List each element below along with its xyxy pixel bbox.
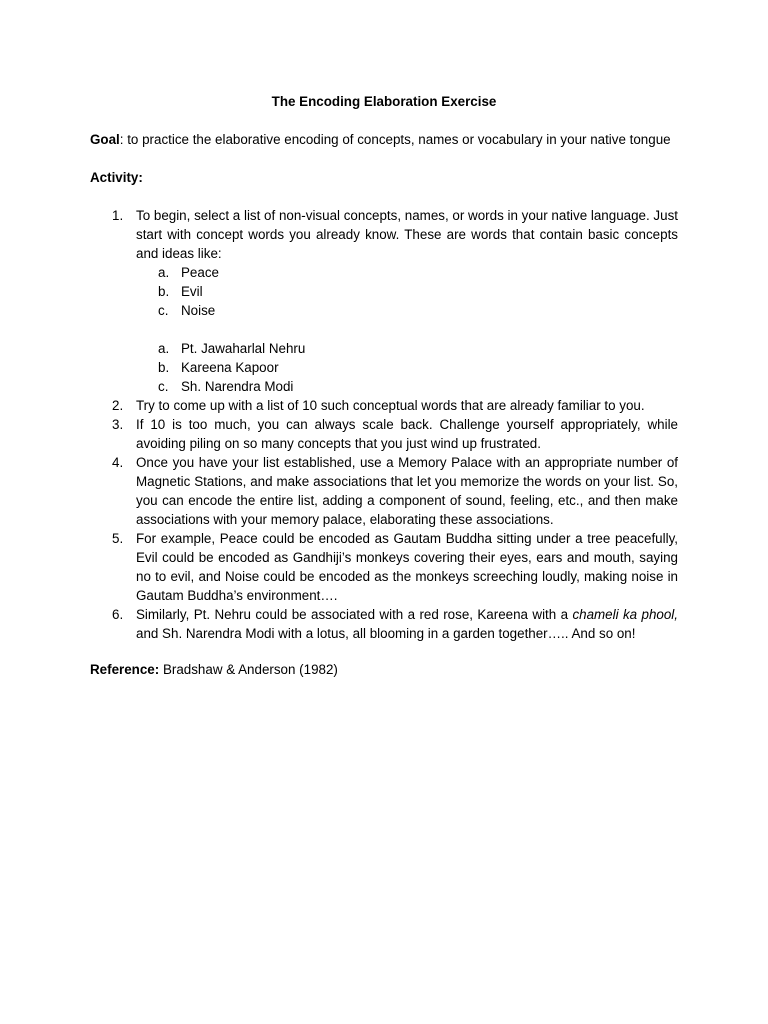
list-item [136,282,678,301]
step-text-italic: chameli ka phool, [572,607,678,622]
step-number: 3. [112,417,124,432]
sub-text: Pt. Jawaharlal Nehru [181,341,306,356]
list-item [136,358,678,377]
sub-letter: b. [158,360,170,375]
sub-text: Noise [181,303,216,318]
reference-label: Reference: [90,662,160,677]
sub-text: Kareena Kapoor [181,360,279,375]
step-3 [90,415,678,453]
step-number: 5. [112,531,124,546]
sub-letter: c. [158,303,169,318]
reference-text: Bradshaw & Anderson (1982) [159,662,338,677]
step-text-after: and Sh. Narendra Modi with a lotus, all blooming in a garden together….. And so on! [136,626,636,641]
sub-letter: b. [158,284,170,299]
list-item [136,263,678,282]
list-item [136,301,678,320]
goal-label: Goal [90,132,120,147]
name-examples-list [136,339,678,396]
sub-letter: c. [158,379,169,394]
page-title: The Encoding Elaboration Exercise [271,94,497,109]
step-4 [90,453,678,529]
step-2 [90,396,678,415]
goal-text: : to practice the elaborative encoding of concepts, names or vocabulary in your native tongue [119,132,671,147]
list-item [136,377,678,396]
activity-steps-list [90,206,678,643]
step-text: For example, Peace could be encoded as Gautam Buddha sitting under a tree peacefully, Evil could be encoded as Gandhiji’s monkeys covering their eyes, ears and mouth, saying no to evil, and Noise could be encoded as the monkeys screeching loudly, making noise in Gautam Buddha’s environment…. [136,531,678,603]
step-text: Try to come up with a list of 10 such conceptual words that are already familiar to you. [136,398,645,413]
step-text-before: Similarly, Pt. Nehru could be associated with a red rose, Kareena with a [136,607,573,622]
step-number: 4. [112,455,124,470]
step-6 [90,605,678,643]
step-number: 6. [112,607,124,622]
sub-text: Peace [181,265,219,280]
concept-examples-list [136,263,678,320]
step-1 [90,206,678,396]
step-text: Once you have your list established, use a Memory Palace with an appropriate number of Magnetic Stations, and make associations that let you memorize the words on your list. So, you can encode the entire list, adding a component of sound, feeling, etc., and then make associations with your memory palace, elaborating these associations. [136,455,678,527]
list-item [136,339,678,358]
step-text: If 10 is too much, you can always scale back. Challenge yourself appropriately, while avoiding piling on so many concepts that you just wind up frustrated. [136,417,678,451]
sub-text: Evil [181,284,203,299]
goal-statement [90,130,690,149]
sub-letter: a. [158,265,170,280]
activity-heading: Activity: [90,170,143,185]
step-number: 2. [112,398,124,413]
spacer [136,320,678,339]
step-5 [90,529,678,605]
sub-text: Sh. Narendra Modi [181,379,294,394]
reference-line [90,660,338,679]
step-number: 1. [112,208,124,223]
step-text: To begin, select a list of non-visual concepts, names, or words in your native language. Just start with concept words you already know. These are words that contain basic concepts and ideas like: [136,208,678,261]
step-text [136,605,678,643]
sub-letter: a. [158,341,170,356]
